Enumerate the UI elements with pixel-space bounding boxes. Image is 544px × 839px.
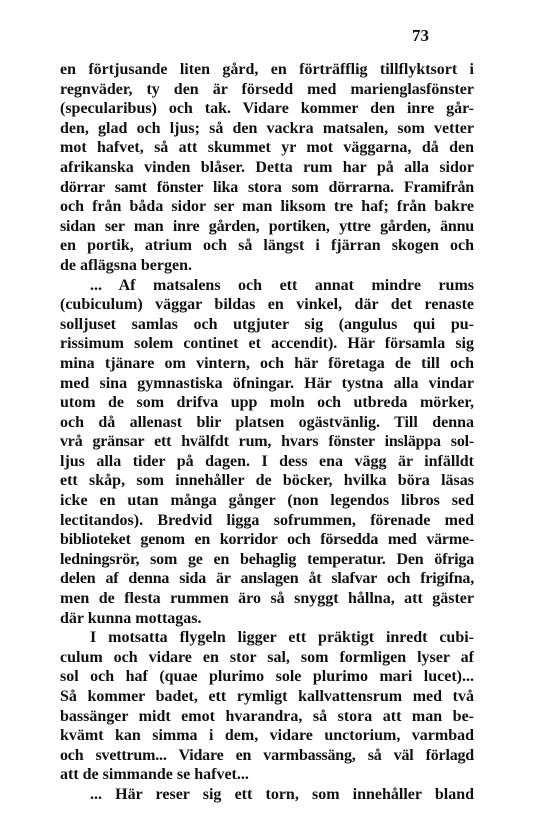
text-line: biblioteket genom en korridor och försedda med värme- [60,531,474,549]
text-line: utom de som drifva upp moln och utbreda mörker, [60,394,474,412]
text-line: afrikanska vinden blåser. Detta rum har på alla sidor [60,158,474,176]
page-number: 73 [412,26,429,45]
text-line: med sina gymnastiska öfningar. Här tystna alla vindar [60,374,474,392]
text-line: mina tjänare om vintern, och här företaga de till och [60,354,474,372]
text-line: sidan ser man inre gården, portiken, yttre gården, ännu [60,217,474,235]
text-line: mot hafvet, så att skummet yr mot väggarna, då den [60,139,474,157]
text-line: en förtjusande liten gård, en förträfflig tillflyktsort i [60,61,474,78]
text-line: bassänger midt emot hvarandra, så stora att man be- [60,707,474,725]
text-line: att de simmande se hafvet... [60,766,249,784]
text-line: I motsatta flygeln ligger ett präktigt inredt cubi- [90,629,474,647]
text-line: ledningsrör, som ge en behaglig temperatur. Den öfriga [60,550,474,568]
text-line: och från båda sidor ser man liksom tre haf; från bakre [60,198,474,216]
text-line: och då allenast blir platsen ogästvänlig. Till denna [60,413,474,431]
text-line: ... Här reser sig ett torn, som innehåller bland [90,785,474,803]
text-line: kvämt kan simma i dem, vidare unctorium, varmbad [60,727,474,745]
text-line: de aflägsna bergen. [60,256,192,274]
text-line: (cubiculum) väggar bildas en vinkel, där det renaste [60,296,474,314]
text-line: den, glad och ljus; så den vackra matsalen, som vetter [60,119,474,137]
text-line: där kunna mottagas. [60,609,202,627]
text-line: dörrar samt fönster lika stora som dörrarna. Framifrån [60,178,474,196]
text-line: delen af denna sida är anslagen åt slafvar och frigifna, [60,570,474,588]
text-line: men de flesta rummen äro så snyggt hållna, att gäster [60,590,474,608]
text-line: (specularibus) och tak. Vidare kommer den inre går- [60,100,474,118]
text-line: sol och haf (quae plurimo sole plurimo mari lucet)... [60,668,474,686]
text-line: och svettrum... Vidare en varmbassäng, så väl förlagd [60,746,474,764]
text-line: en portik, atrium och så längst i fjärran skogen och [60,237,474,255]
text-line: solljuset samlas och utgjuter sig (angulus qui pu- [60,315,474,333]
text-line: lectitandos). Bredvid ligga sofrummen, förenade med [60,511,474,529]
text-line: vrå gränsar ett hvälfdt rum, hvars fönster insläppa sol- [60,433,474,451]
text-line: ett skåp, som innehåller de böcker, hvilka böra läsas [60,472,474,490]
text-line: Så kommer badet, ett rymligt kallvattensrum med två [60,688,474,705]
text-line: ljus alla tider på dagen. I dess ena vägg är infälldt [60,452,474,470]
text-line: ... Af matsalens och ett annat mindre rums [90,276,474,294]
text-line: regnväder, ty den är försedd med marienglasfönster [60,80,474,98]
text-line: culum och vidare en stor sal, som formligen lyser af [60,648,474,666]
text-line: icke en utan många gånger (non legendos libros sed [60,492,474,510]
text-line: rissimum solem continet et accendit). Här församla sig [60,335,474,353]
body-text [60,60,474,805]
